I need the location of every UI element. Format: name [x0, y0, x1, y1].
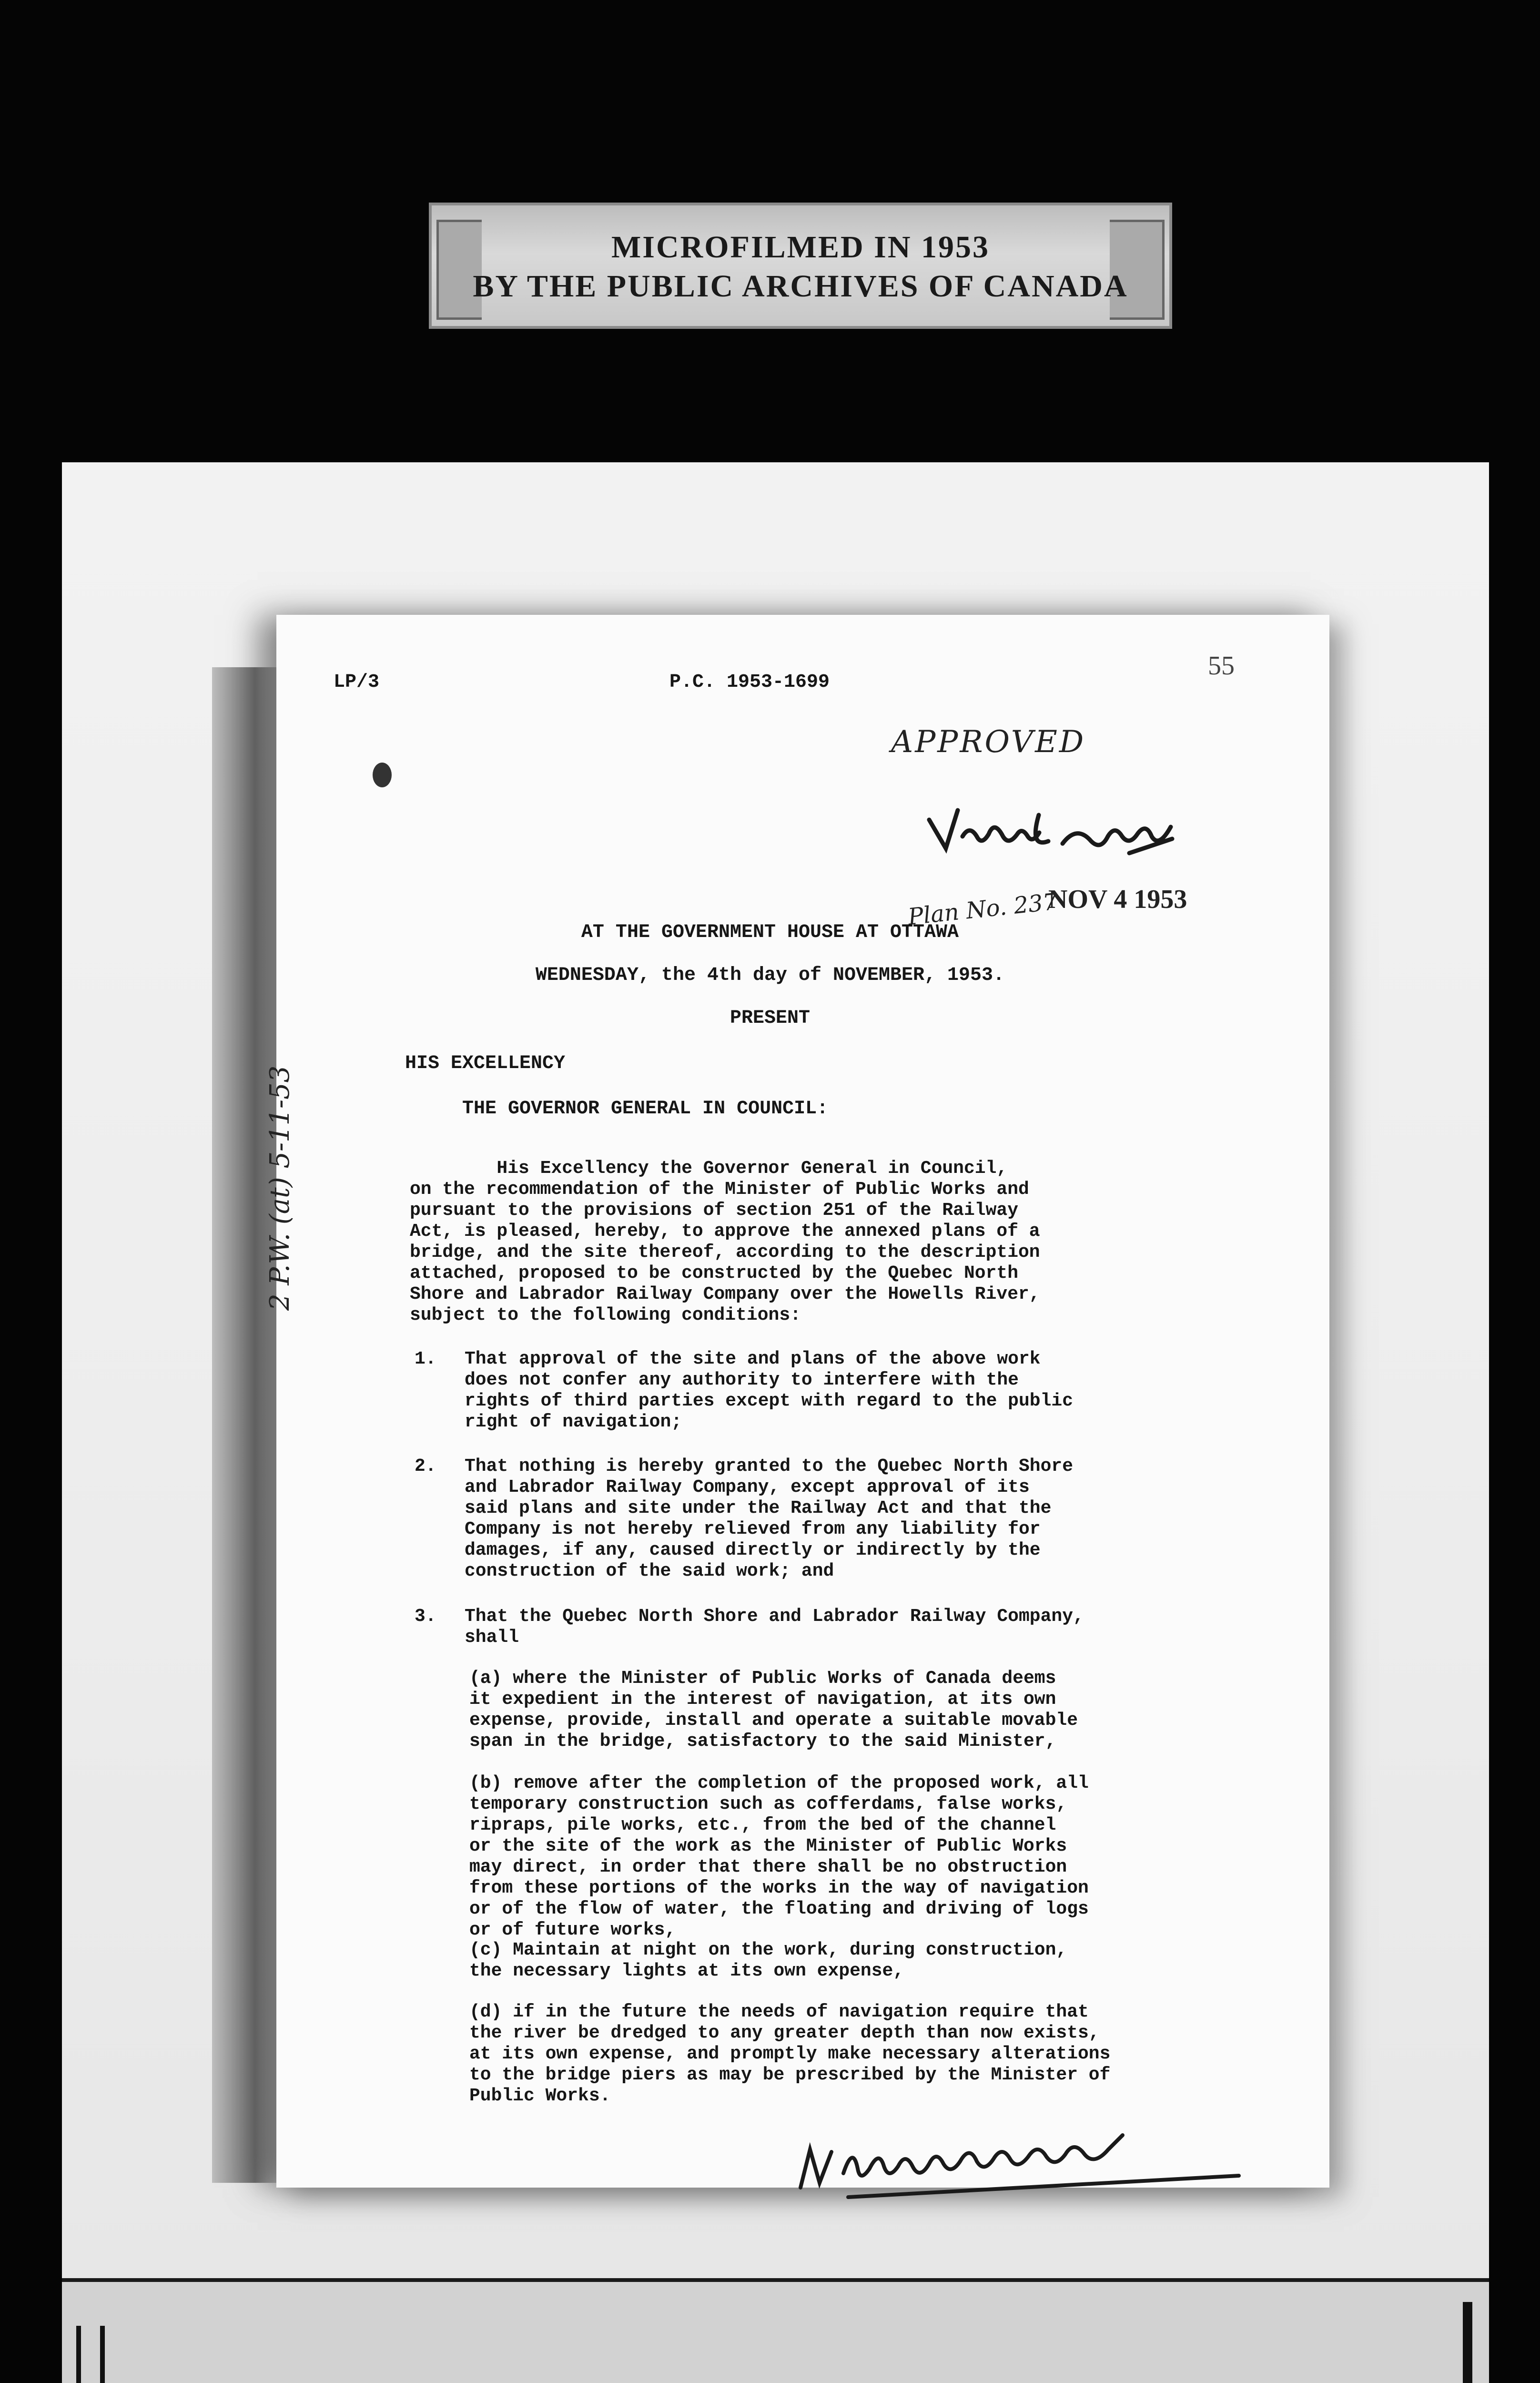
subclause-d: (d) if in the future the needs of navigation require that the river be dredged to any greater depth than now exists, at its own expense, and promptly make necessary alterations to the bridge piers as may be prescribed by the Minister of Public Works.: [469, 2002, 1111, 2106]
microfilm-label-line2: BY THE PUBLIC ARCHIVES OF CANADA: [473, 269, 1128, 304]
condition-3-text: That the Quebec North Shore and Labrador Railway Company, shall: [465, 1606, 1084, 1648]
approved-handwritten: APPROVED: [891, 724, 1086, 760]
subclause-c: (c) Maintain at night on the work, during construction, the necessary lights at its own expense,: [469, 1940, 1067, 1981]
heading-date: WEDNESDAY, the 4th day of NOVEMBER, 1953.: [535, 965, 1005, 986]
punch-hole: [373, 763, 392, 787]
condition-1-text: That approval of the site and plans of the above work does not confer any authority to interfere with the rights of third parties except with regard to the public right of navigation;: [465, 1349, 1074, 1432]
page-shadow: [212, 667, 284, 2183]
heading-present: PRESENT: [729, 1008, 811, 1029]
subclause-b: (b) remove after the completion of the proposed work, all temporary construction such as cofferdams, false works, ripraps, pile works, etc., from the bed of the channel or the site of the work as the Minister of Public Works may direct, in order that there shall be no obstruction from these portions of the works in the way of navigation or of the flow of water, the floating and driving of logs or of future works,: [469, 1773, 1089, 1940]
his-excellency: HIS EXCELLENCY: [405, 1053, 566, 1074]
microfilm-label: [429, 203, 1172, 329]
governor-signature: [920, 791, 1196, 863]
film-edge-mark-right: [1463, 2302, 1472, 2383]
governor-general-in-council: THE GOVERNOR GENERAL IN COUNCIL:: [462, 1098, 829, 1120]
clerk-signature: [791, 2130, 1296, 2207]
condition-2-number: 2.: [415, 1456, 436, 1477]
date-stamp: NOV 4 1953: [1048, 885, 1187, 914]
file-reference: LP/3: [334, 672, 380, 693]
condition-2-text: That nothing is hereby granted to the Quebec North Shore and Labrador Railway Company, except approval of its said plans and site under the Railway Act and that the Company is not hereby relieved from any liability for damages, if any, caused directly or indirectly by the construction of the said work; and: [465, 1456, 1074, 1581]
subclause-a: (a) where the Minister of Public Works of Canada deems it expedient in the interest of navigation, at its own expense, provide, install and operate a suitable movable span in the bridge, satisfactory to the said Minister,: [469, 1668, 1078, 1752]
pc-number: P.C. 1953-1699: [669, 672, 830, 693]
page-number: 55: [1208, 651, 1235, 681]
plan-number-note: Plan No. 237: [906, 888, 1059, 931]
intro-paragraph: His Excellency the Governor General in Council, on the recommendation of the Minister of Public Works and pursuant to the provisions of section 251 of the Railway Act, is pleased, hereby, to approve the annexed plans of a bridge, and the site thereof, according to the description attached, proposed to be constructed by the Quebec North Shore and Labrador Railway Company over the Howells River, subject to the following conditions:: [410, 1158, 1040, 1325]
card-bottom-band: [62, 2278, 1489, 2383]
film-edge-mark-left: [76, 2326, 105, 2383]
heading-place: AT THE GOVERNMENT HOUSE AT OTTAWA: [581, 922, 959, 943]
margin-annotation: 2 P.W. (at) 5-11-53: [264, 1065, 295, 1311]
condition-3-number: 3.: [415, 1606, 436, 1627]
condition-1-number: 1.: [415, 1349, 436, 1369]
microfilm-label-line1: MICROFILMED IN 1953: [611, 230, 990, 265]
